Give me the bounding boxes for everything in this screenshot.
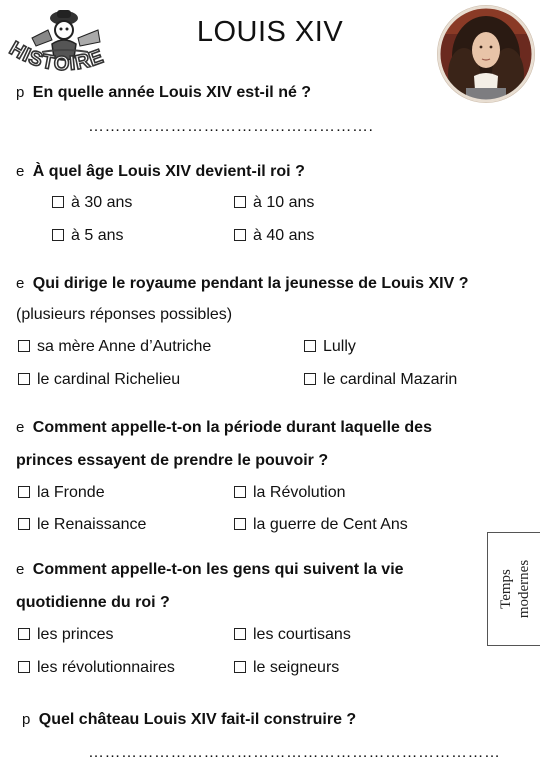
q3-option-1[interactable]: sa mère Anne d’Autriche <box>18 338 211 356</box>
checkbox[interactable] <box>18 628 30 640</box>
checkbox[interactable] <box>234 628 246 640</box>
q4-option-1[interactable]: la Fronde <box>18 484 105 502</box>
question-5-text-line1: Comment appelle-t-on les gens qui suivent la vie <box>32 561 404 578</box>
period-label <box>488 533 540 645</box>
checkbox[interactable] <box>52 196 64 208</box>
question-1 <box>16 84 311 102</box>
question-4-text-line1: Comment appelle-t-on la période durant laquelle des <box>32 419 432 436</box>
question-3-note: (plusieurs réponses possibles) <box>16 306 233 323</box>
q3-option-3[interactable]: le cardinal Richelieu <box>18 371 180 389</box>
checkbox[interactable] <box>304 340 316 352</box>
louis-xiv-portrait <box>436 4 536 104</box>
page-title: LOUIS XIV <box>196 16 344 48</box>
question-5-marker: e <box>16 561 25 578</box>
checkbox[interactable] <box>18 518 30 530</box>
checkbox[interactable] <box>18 373 30 385</box>
question-3-text: Qui dirige le royaume pendant la jeunesse de Louis XIV ? <box>32 275 469 292</box>
question-5 <box>16 561 404 579</box>
q2-option-3[interactable]: à 5 ans <box>52 227 123 245</box>
question-1-text: En quelle année Louis XIV est-il né ? <box>32 84 312 101</box>
checkbox[interactable] <box>52 229 64 241</box>
q5-option-4[interactable]: le seigneurs <box>234 659 339 677</box>
q4-option-3[interactable]: le Renaissance <box>18 516 146 534</box>
svg-text:Temps: Temps <box>498 569 514 609</box>
question-4-text-line2: princes essayent de prendre le pouvoir ? <box>16 452 329 469</box>
q2-option-2[interactable]: à 10 ans <box>234 194 314 212</box>
period-label-box <box>487 532 540 646</box>
question-2 <box>16 163 305 181</box>
question-2-marker: e <box>16 163 25 180</box>
svg-text:modernes: modernes <box>516 559 532 619</box>
question-6-text: Quel château Louis XIV fait-il construire ? <box>38 711 357 728</box>
q4-option-2[interactable]: la Révolution <box>234 484 346 502</box>
q2-option-4[interactable]: à 40 ans <box>234 227 314 245</box>
svg-text:HISTOIRE: HISTOIRE <box>5 37 107 76</box>
q3-option-4[interactable]: le cardinal Mazarin <box>304 371 457 389</box>
question-6-answer-line[interactable]: ………………………………………………………………… <box>88 744 501 761</box>
checkbox[interactable] <box>234 661 246 673</box>
question-5-text-line2: quotidienne du roi ? <box>16 594 170 611</box>
question-1-answer-line[interactable]: ……………………………………………. <box>88 118 374 135</box>
question-2-text: À quel âge Louis XIV devient-il roi ? <box>32 163 305 180</box>
checkbox[interactable] <box>234 486 246 498</box>
q3-option-2[interactable]: Lully <box>304 338 356 356</box>
question-3 <box>16 275 468 293</box>
checkbox[interactable] <box>18 340 30 352</box>
question-3-marker: e <box>16 275 25 292</box>
question-4 <box>16 419 432 437</box>
q5-option-3[interactable]: les révolutionnaires <box>18 659 175 677</box>
q2-option-1[interactable]: à 30 ans <box>52 194 132 212</box>
question-4-marker: e <box>16 419 25 436</box>
q4-option-4[interactable]: la guerre de Cent Ans <box>234 516 408 534</box>
checkbox[interactable] <box>234 518 246 530</box>
question-6 <box>22 711 356 729</box>
checkbox[interactable] <box>18 661 30 673</box>
question-1-marker: p <box>16 84 25 101</box>
checkbox[interactable] <box>234 196 246 208</box>
q5-option-2[interactable]: les courtisans <box>234 626 351 644</box>
q5-option-1[interactable]: les princes <box>18 626 113 644</box>
checkbox[interactable] <box>304 373 316 385</box>
question-6-marker: p <box>22 711 31 728</box>
checkbox[interactable] <box>234 229 246 241</box>
checkbox[interactable] <box>18 486 30 498</box>
